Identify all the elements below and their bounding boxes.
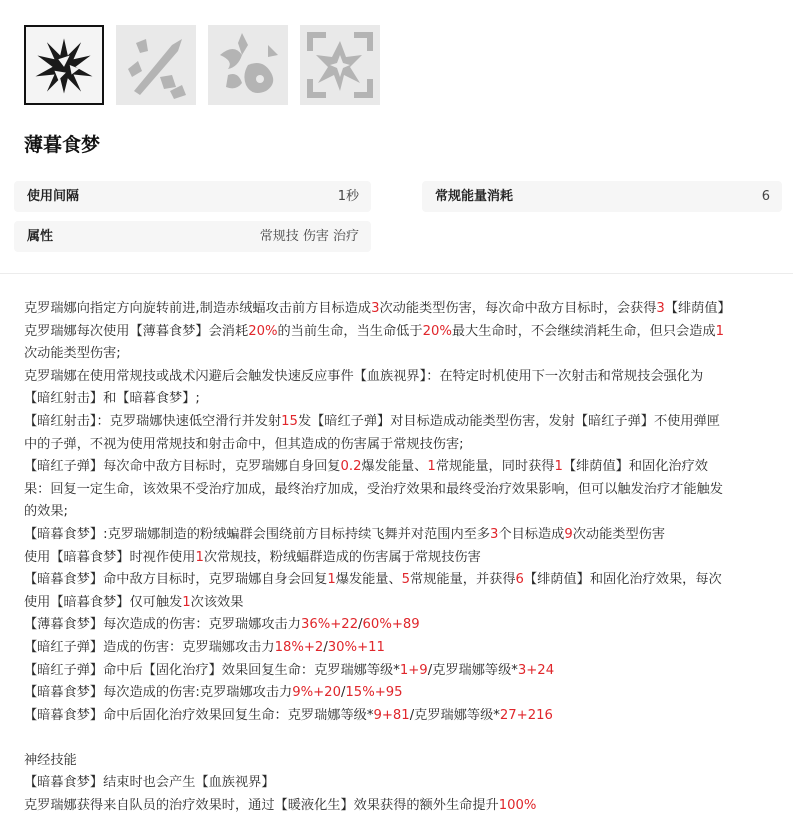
text-segment: /克罗瑞娜等级* — [409, 707, 500, 723]
stat-energy-label: 常规能量消耗 — [435, 189, 514, 204]
highlight-value: 6 — [515, 572, 524, 588]
highlight-value: 15 — [281, 413, 298, 429]
text-segment: 次该效果 — [190, 594, 244, 610]
skill-description — [24, 298, 774, 818]
description-line — [24, 637, 774, 660]
highlight-value: 9+81 — [373, 707, 410, 723]
skill-tile-4[interactable] — [300, 25, 380, 105]
description-line — [24, 660, 774, 683]
text-segment: 使用【暗暮食梦】仅可触发 — [24, 594, 183, 610]
highlight-value: 1+9 — [399, 662, 428, 678]
neural-heading: 神经技能 — [24, 752, 77, 768]
description-line — [24, 547, 774, 570]
bat-swarm-icon — [208, 25, 288, 105]
text-segment: 次动能类型伤害 — [572, 526, 666, 542]
text-segment: 个目标造成 — [498, 526, 565, 542]
stat-energy — [422, 181, 782, 212]
text-segment: 次动能类型伤害; — [24, 346, 121, 362]
highlight-value: 15%+95 — [345, 685, 403, 701]
description-lines — [24, 298, 774, 727]
neural-lines — [24, 772, 774, 817]
description-line — [24, 456, 774, 479]
stat-interval-value: 1秒 — [337, 189, 359, 204]
dash-strike-icon — [116, 25, 196, 105]
highlight-value: 36%+22 — [300, 617, 359, 633]
text-segment: / — [340, 685, 346, 701]
highlight-value: 1 — [327, 572, 336, 588]
text-segment: 的效果; — [24, 504, 69, 520]
skill-tile-2[interactable] — [116, 25, 196, 105]
description-line — [24, 479, 774, 502]
highlight-value: 5 — [401, 572, 411, 588]
text-segment: 【暗红子弹】每次命中敌方目标时，克罗瑞娜自身回复 — [24, 459, 341, 475]
text-segment: 【暗红射击】和【暗暮食梦】; — [24, 391, 200, 407]
text-segment: 【绯荫值】和固化治疗效果，每次 — [523, 572, 722, 588]
description-line — [24, 343, 774, 366]
highlight-value: 3 — [490, 526, 499, 542]
text-segment: /克罗瑞娜等级* — [427, 662, 518, 678]
text-segment: 次常规技，粉绒蝠群造成的伤害属于常规技伤害 — [203, 549, 481, 565]
framed-star-icon — [300, 25, 380, 105]
stat-attributes — [14, 221, 371, 252]
description-line — [24, 411, 774, 434]
text-segment: 最大生命时，不会继续消耗生命，但只会造成 — [451, 323, 716, 339]
text-segment: 常规能量，同时获得 — [435, 459, 555, 475]
highlight-value: 100% — [498, 798, 537, 814]
text-segment: 【暗红射击】：克罗瑞娜快速低空滑行并发射 — [24, 413, 282, 429]
description-line — [24, 614, 774, 637]
description-line — [24, 388, 774, 411]
highlight-value: 60%+89 — [362, 617, 420, 633]
highlight-value: 3 — [656, 301, 665, 316]
text-segment: 爆发能量、 — [361, 459, 428, 475]
text-segment: 的当前生命，当生命低于 — [277, 323, 423, 339]
text-segment: 发【暗红子弹】对目标造成动能类型伤害，发射【暗红子弹】不使用弹匣 — [297, 413, 720, 429]
stat-attributes-value: 常规技 伤害 治疗 — [259, 229, 359, 244]
text-segment: / — [358, 617, 363, 633]
neural-line — [24, 772, 774, 795]
text-segment: / — [323, 639, 328, 655]
text-segment: 【绯荫值】和固化治疗效 — [562, 459, 708, 475]
highlight-value: 1 — [554, 459, 563, 475]
stat-interval — [14, 181, 371, 212]
highlight-value: 1 — [715, 323, 725, 339]
description-line — [24, 298, 774, 321]
stat-energy-value: 6 — [761, 189, 770, 204]
text-segment: 【暗红子弹】命中后【固化治疗】效果回复生命：克罗瑞娜等级* — [24, 662, 400, 678]
highlight-value: 27+216 — [499, 707, 553, 723]
highlight-value: 1 — [427, 459, 436, 475]
description-line — [24, 705, 774, 728]
text-segment: 【暗红子弹】造成的伤害：克罗瑞娜攻击力 — [24, 639, 275, 655]
highlight-value: 1 — [195, 549, 204, 565]
highlight-value: 9 — [564, 526, 573, 542]
highlight-value: 0.2 — [340, 459, 362, 475]
description-line — [24, 321, 774, 344]
description-line — [24, 434, 774, 457]
text-segment: 【暗暮食梦】结束时也会产生【血族视界】 — [24, 775, 275, 791]
text-segment: 克罗瑞娜向指定方向旋转前进,制造赤绒蝠攻击前方目标造成 — [24, 301, 372, 316]
text-segment: 常规能量，并获得 — [410, 572, 516, 588]
description-line — [24, 366, 774, 389]
stat-attributes-label: 属性 — [27, 229, 54, 244]
highlight-value: 1 — [182, 594, 191, 610]
spacer — [24, 727, 774, 750]
highlight-value: 20% — [422, 323, 452, 339]
description-line — [24, 501, 774, 524]
text-segment: 使用【暗暮食梦】时视作使用 — [24, 549, 196, 565]
text-segment: 中的子弹，不视为使用常规技和射击命中，但其造成的伤害属于常规技伤害; — [24, 436, 464, 452]
text-segment: 果：回复一定生命，该效果不受治疗加成，最终治疗加成，受治疗效果和最终受治疗效果影响，但可以触发治疗才能触发 — [24, 481, 723, 497]
description-line — [24, 524, 774, 547]
text-segment: 【暗暮食梦】每次造成的伤害:克罗瑞娜攻击力 — [24, 685, 293, 701]
description-line — [24, 682, 774, 705]
text-segment: 爆发能量、 — [335, 572, 402, 588]
highlight-value: 3+24 — [517, 662, 555, 678]
text-segment: 克罗瑞娜在使用常规技或战术闪避后会触发快速反应事件【血族视界】：在特定时机使用下一次射击和常规技会强化为 — [24, 368, 704, 384]
text-segment: 【暗暮食梦】命中敌方目标时，克罗瑞娜自身会回复 — [24, 572, 328, 588]
skill-title: 薄暮食梦 — [24, 134, 101, 156]
highlight-value: 9%+20 — [292, 685, 341, 701]
neural-line — [24, 795, 774, 818]
skill-tile-1[interactable] — [24, 25, 104, 105]
description-line — [24, 592, 774, 615]
text-segment: 克罗瑞娜获得来自队员的治疗效果时，通过【暖液化生】效果获得的额外生命提升 — [24, 798, 499, 814]
scatter-blades-icon — [26, 27, 102, 103]
section-divider — [0, 273, 793, 274]
stat-interval-label: 使用间隔 — [27, 189, 80, 204]
highlight-value: 20% — [248, 323, 278, 339]
highlight-value: 3 — [371, 301, 380, 316]
text-segment: 【暗暮食梦】:克罗瑞娜制造的粉绒蝙群会围绕前方目标持续飞舞并对范围内至多 — [24, 526, 491, 542]
text-segment: 【绯荫值】 — [664, 301, 731, 316]
skill-tile-3[interactable] — [208, 25, 288, 105]
text-segment: 【薄暮食梦】每次造成的伤害：克罗瑞娜攻击力 — [24, 617, 301, 633]
text-segment: 克罗瑞娜每次使用【薄暮食梦】会消耗 — [24, 323, 249, 339]
highlight-value: 30%+11 — [327, 639, 385, 655]
description-line — [24, 569, 774, 592]
highlight-value: 18%+2 — [274, 639, 324, 655]
text-segment: 【暗暮食梦】命中后固化治疗效果回复生命：克罗瑞娜等级* — [24, 707, 374, 723]
text-segment: 次动能类型伤害，每次命中敌方目标时，会获得 — [379, 301, 657, 316]
